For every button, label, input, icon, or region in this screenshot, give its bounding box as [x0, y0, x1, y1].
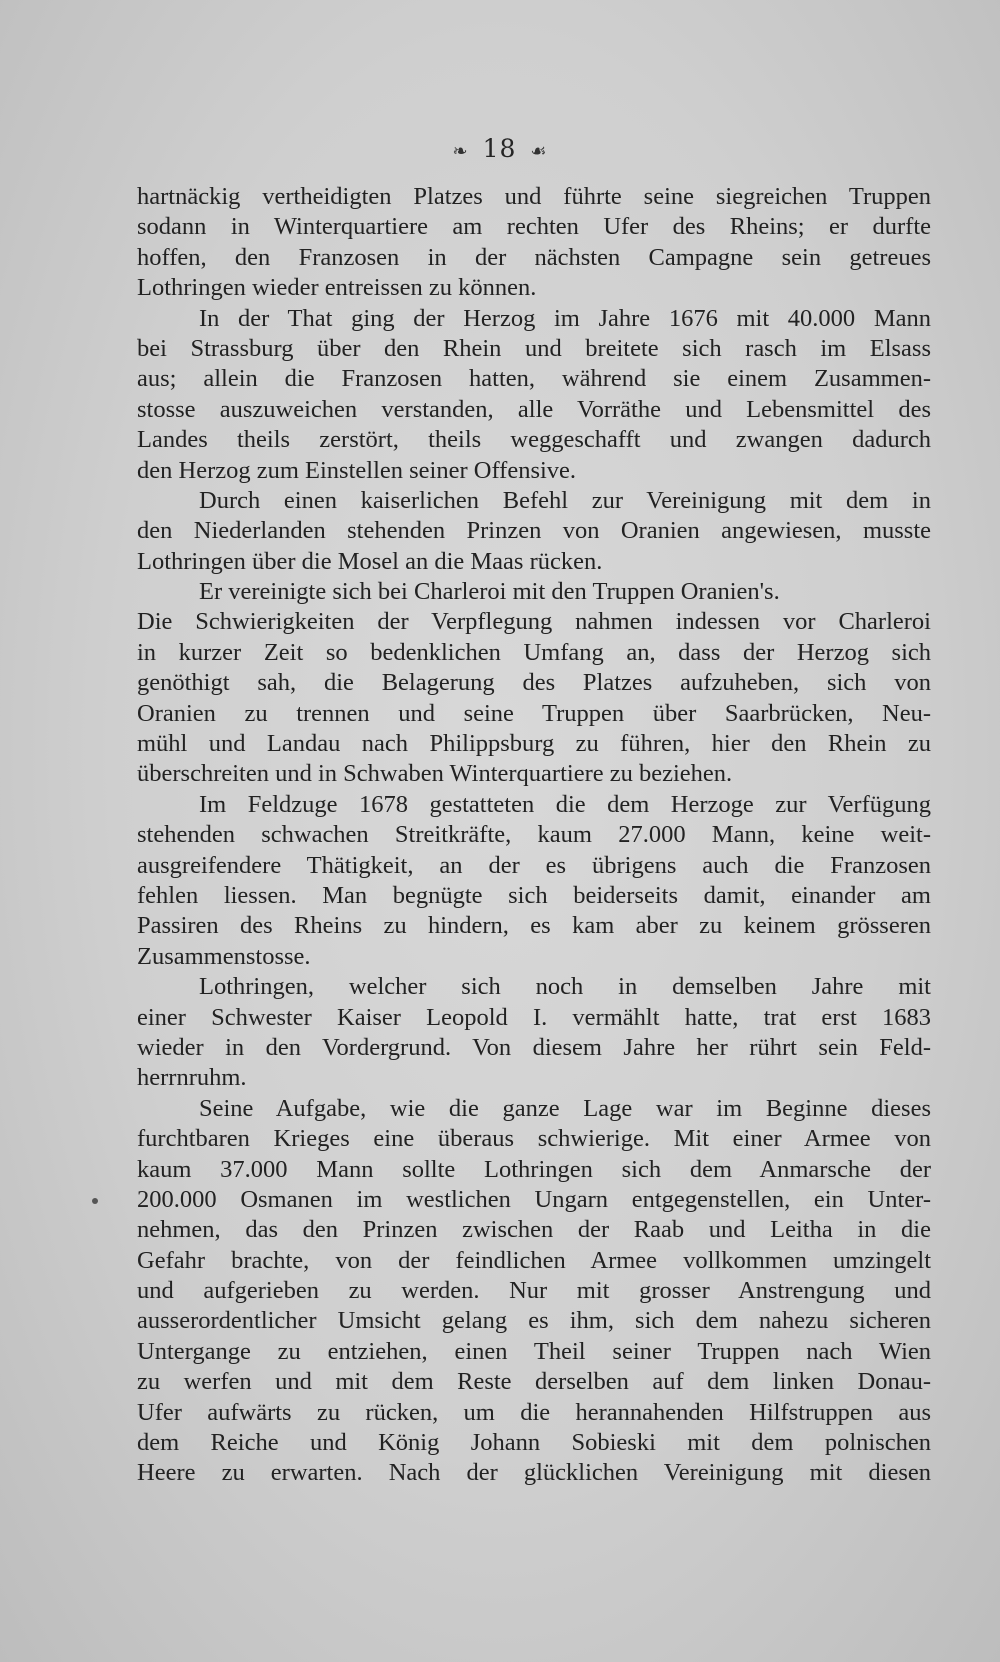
text-line: Lothringen über die Mosel an die Maas rücken.	[137, 547, 603, 575]
text-line: aus; allein die Franzosen hatten, während sie einem Zusammen-	[137, 365, 931, 393]
text-line: Landes theils zerstört, theils weggeschafft und zwangen dadurch	[137, 426, 931, 454]
text-line: den Herzog zum Einstellen seiner Offensive.	[137, 456, 577, 484]
text-line: Gefahr brachte, von der feindlichen Armee vollkommen umzingelt	[137, 1246, 931, 1274]
text-line: nehmen, das den Prinzen zwischen der Raab und Leitha in die	[137, 1216, 931, 1244]
ink-speck	[92, 1198, 98, 1204]
text-line: stosse auszuweichen verstanden, alle Vorräthe und Lebensmittel des	[137, 395, 931, 423]
ornament-left-icon: ❧	[452, 141, 469, 162]
text-line: und aufgerieben zu werden. Nur mit grosser Anstrengung und	[137, 1277, 931, 1305]
text-line: Lothringen wieder entreissen zu können.	[137, 274, 537, 302]
text-line: überschreiten und in Schwaben Winterquartiere zu beziehen.	[137, 760, 733, 788]
text-line: Ufer aufwärts zu rücken, um die herannahenden Hilfstruppen aus	[137, 1398, 931, 1426]
body-text	[137, 182, 931, 1489]
text-line: In der That ging der Herzog im Jahre 1676 mit 40.000 Mann	[199, 304, 931, 332]
text-line: in kurzer Zeit so bedenklichen Umfang an, dass der Herzog sich	[137, 638, 931, 666]
text-line: bei Strassburg über den Rhein und breitete sich rasch im Elsass	[137, 334, 931, 362]
text-line: Durch einen kaiserlichen Befehl zur Vereinigung mit dem in	[199, 486, 931, 514]
text-line: Er vereinigte sich bei Charleroi mit den Truppen Oranien's.	[199, 578, 780, 606]
page-number: 18	[482, 134, 517, 163]
text-line: sodann in Winterquartiere am rechten Ufer des Rheins; er durfte	[137, 213, 931, 241]
text-line: mühl und Landau nach Philippsburg zu führen, hier den Rhein zu	[137, 730, 931, 758]
text-line: Die Schwierigkeiten der Verpflegung nahmen indessen vor Charleroi	[137, 608, 931, 636]
text-line: furchtbaren Krieges eine überaus schwierige. Mit einer Armee von	[137, 1125, 931, 1153]
text-line: genöthigt sah, die Belagerung des Platzes aufzuheben, sich von	[137, 669, 931, 697]
text-line: fehlen liessen. Man begnügte sich beiderseits damit, einander am	[137, 881, 931, 909]
text-line: dem Reiche und König Johann Sobieski mit dem polnischen	[137, 1429, 931, 1457]
text-line: stehenden schwachen Streitkräfte, kaum 27.000 Mann, keine weit-	[137, 821, 931, 849]
text-line: Seine Aufgabe, wie die ganze Lage war im Beginne dieses	[199, 1094, 931, 1122]
text-line: herrnruhm.	[137, 1064, 247, 1092]
text-line: einer Schwester Kaiser Leopold I. vermählt hatte, trat erst 1683	[137, 1003, 931, 1031]
text-line: zu werfen und mit dem Reste derselben auf dem linken Donau-	[137, 1368, 931, 1396]
text-line: Im Feldzuge 1678 gestatteten die dem Herzoge zur Verfügung	[199, 790, 931, 818]
text-line: Heere zu erwarten. Nach der glücklichen Vereinigung mit diesen	[137, 1459, 931, 1487]
text-line: Untergange zu entziehen, einen Theil seiner Truppen nach Wien	[137, 1337, 931, 1365]
text-line: hoffen, den Franzosen in der nächsten Campagne sein getreues	[137, 243, 931, 271]
text-line: wieder in den Vordergrund. Von diesem Jahre her rührt sein Feld-	[137, 1033, 931, 1061]
text-line: Passiren des Rheins zu hindern, es kam aber zu keinem grösseren	[137, 912, 931, 940]
text-line: ausserordentlicher Umsicht gelang es ihm, sich dem nahezu sicheren	[137, 1307, 931, 1335]
text-line: hartnäckig vertheidigten Platzes und führte seine siegreichen Truppen	[137, 183, 931, 210]
text-line: 200.000 Osmanen im westlichen Ungarn entgegenstellen, ein Unter-	[137, 1185, 931, 1213]
text-line: Oranien zu trennen und seine Truppen über Saarbrücken, Neu-	[137, 699, 931, 727]
text-line: Zusammenstosse.	[137, 942, 311, 970]
text-line: ausgreifendere Thätigkeit, an der es übrigens auch die Franzosen	[137, 851, 931, 879]
ornament-right-icon: ☙	[530, 141, 548, 162]
text-line: den Niederlanden stehenden Prinzen von Oranien angewiesen, musste	[137, 517, 931, 545]
text-line: kaum 37.000 Mann sollte Lothringen sich dem Anmarsche der	[137, 1155, 931, 1183]
text-line: Lothringen, welcher sich noch in demselben Jahre mit	[199, 973, 931, 1001]
page-header	[0, 134, 1000, 163]
